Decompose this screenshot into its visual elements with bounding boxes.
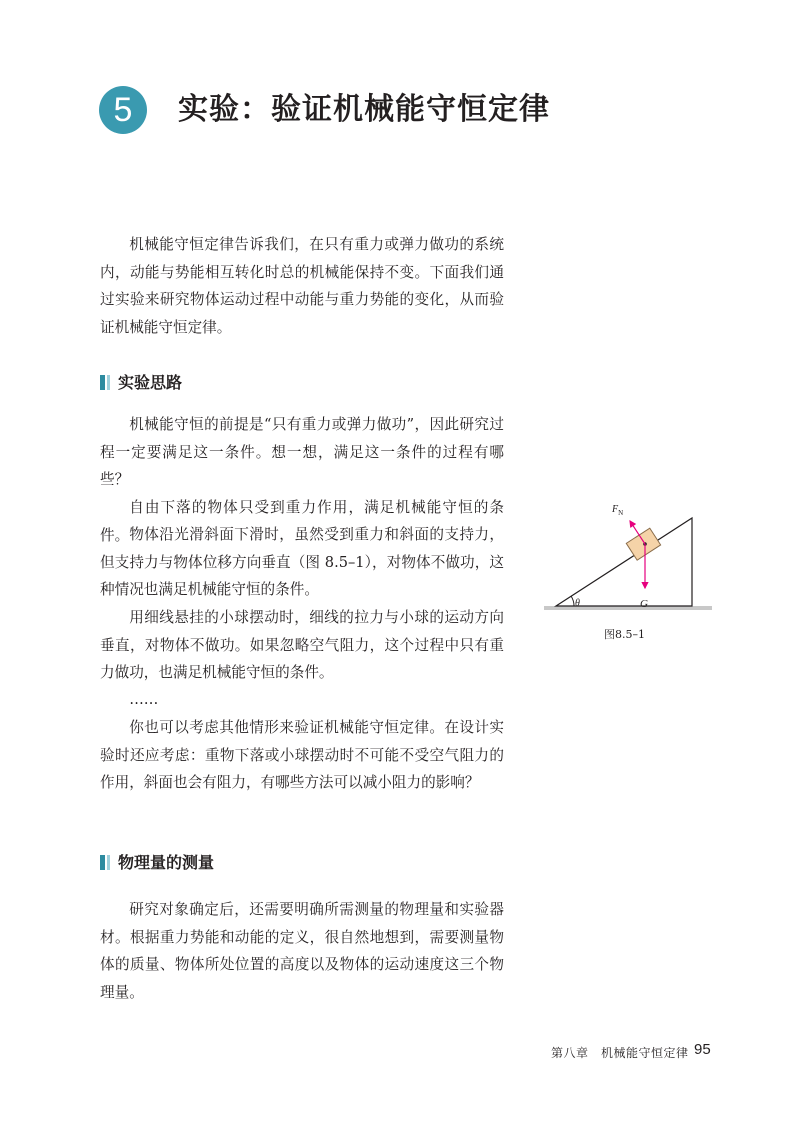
- paragraph-measurement: 研究对象确定后，还需要明确所需测量的物理量和实验器材。根据重力势能和动能的定义，很自然地想到，需要测量物体的质量、物体所处位置的高度以及物体的运动速度这三个物理量。: [100, 901, 504, 1001]
- paragraph-incline: 物体沿光滑斜面下滑时，虽然受到重力和斜面的支持力，但支持力与物体位移方向垂直（图 8.5–1），对物体不做功，这种情况也满足机械能守恒的条件。: [100, 526, 504, 598]
- label-fn: $F_N$: [612, 504, 624, 517]
- paragraph-free-fall: 自由下落的物体只受到重力作用，满足机械能守恒的条件。: [100, 499, 504, 544]
- page-title: 实验：验证机械能守恒定律: [178, 92, 550, 127]
- heading-bar-light-icon: [107, 375, 110, 390]
- paragraph-pendulum: 用细线悬挂的小球摆动时，细线的拉力与小球的运动方向垂直，对物体不做功。如果忽略空气阻力，这个过程中只有重力做功，也满足机械能守恒的条件。: [100, 609, 504, 681]
- intro-paragraph: 机械能守恒定律告诉我们，在只有重力或弹力做功的系统内，动能与势能相互转化时总的机械能保持不变。下面我们通过实验来研究物体运动过程中动能与重力势能的变化，从而验证机械能守恒定律。: [100, 236, 504, 336]
- incline-triangle: [556, 518, 692, 606]
- figure-caption: 图8.5–1: [604, 628, 645, 641]
- heading-bar-icon: [100, 375, 105, 390]
- paragraph-other-cases: 你也可以考虑其他情形来验证机械能守恒定律。在设计实验时还应考虑：重物下落或小球摆动时不可能不受空气阻力的作用，斜面也会有阻力，有哪些方法可以减小阻力的影响？: [100, 719, 504, 791]
- section-heading-text: 实验思路: [118, 373, 183, 392]
- section-heading-measurement: [100, 851, 214, 875]
- label-g: G: [640, 598, 648, 610]
- heading-bar-icon: [100, 855, 105, 870]
- section-heading-experiment-idea: [100, 371, 182, 395]
- paragraph-premise: 机械能守恒的前提是“只有重力或弹力做功”，因此研究过程一定要满足这一条件。想一想，满足这一条件的过程有哪些？: [100, 416, 504, 488]
- paragraph-ellipsis: ……: [129, 691, 159, 708]
- footer-page-number: 95: [694, 1041, 711, 1058]
- label-theta: θ: [575, 598, 580, 609]
- section-number-badge: 5: [99, 86, 147, 134]
- section-heading-text: 物理量的测量: [118, 853, 215, 872]
- heading-bar-light-icon: [107, 855, 110, 870]
- incline-figure: [540, 496, 716, 616]
- footer-chapter-title: 第八章 机械能守恒定律: [551, 1046, 689, 1060]
